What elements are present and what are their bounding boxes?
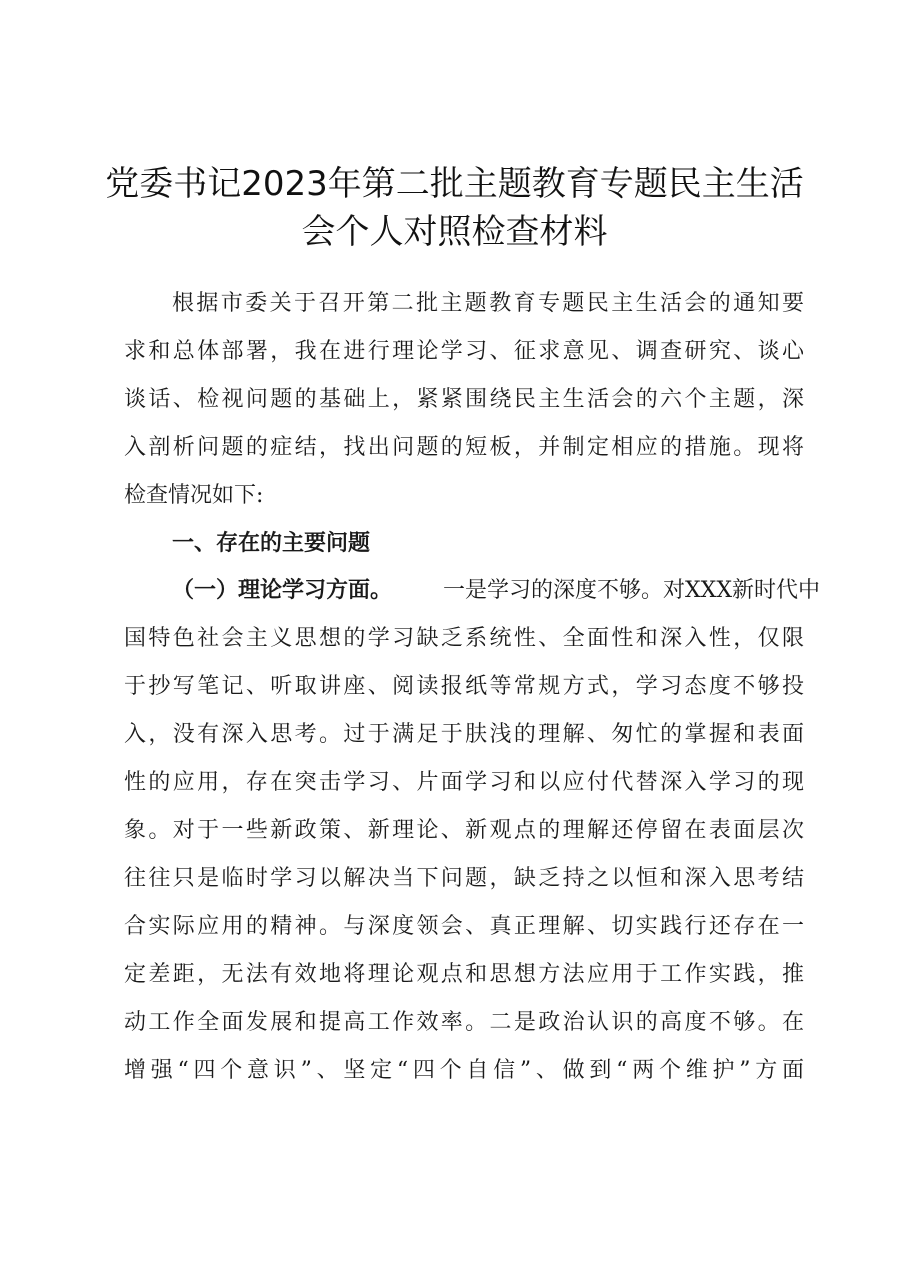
body-line: 定差距，无法有效地将理论观点和思想方法应用于工作实践，推: [124, 962, 804, 987]
intro-line: 入剖析问题的症结，找出问题的短板，并制定相应的措施。现将: [124, 435, 804, 460]
body-first-rest: 一是学习的深度不够。对XXX新时代中: [443, 578, 820, 603]
intro-line: 根据市委关于召开第二批主题教育专题民主生活会的通知要: [172, 291, 804, 316]
body-line: 象。对于一些新政策、新理论、新观点的理解还停留在表面层次: [124, 818, 804, 843]
body-first-line: [172, 576, 820, 606]
intro-line: 检查情况如下:: [124, 483, 264, 508]
body-line: 动工作全面发展和提高工作效率。二是政治认识的高度不够。在: [124, 1010, 804, 1035]
section-heading: 一、存在的主要问题: [172, 531, 371, 556]
body-line: 入，没有深入思考。过于满足于肤浅的理解、匆忙的掌握和表面: [124, 722, 804, 747]
intro-line: 谈话、检视问题的基础上，紧紧围绕民主生活会的六个主题，深: [124, 387, 804, 412]
document-title-line-2: 会个人对照检查材料: [301, 212, 608, 252]
body-line: 往往只是临时学习以解决当下问题，缺乏持之以恒和深入思考结: [124, 866, 804, 891]
document-title-line-1: 党委书记2023年第二批主题教育专题民主生活: [105, 164, 804, 204]
body-line: 性的应用，存在突击学习、片面学习和以应付代替深入学习的现: [124, 770, 804, 795]
body-line: 增强“四个意识”、坚定“四个自信”、做到“两个维护”方面: [124, 1058, 804, 1083]
body-line: 合实际应用的精神。与深度领会、真正理解、切实践行还存在一: [124, 914, 804, 939]
intro-line: 求和总体部署，我在进行理论学习、征求意见、调查研究、谈心: [124, 339, 804, 364]
sub-heading: （一）理论学习方面。: [172, 578, 393, 603]
body-line: 国特色社会主义思想的学习缺乏系统性、全面性和深入性，仅限: [124, 626, 804, 651]
body-line: 于抄写笔记、听取讲座、阅读报纸等常规方式，学习态度不够投: [124, 674, 804, 699]
